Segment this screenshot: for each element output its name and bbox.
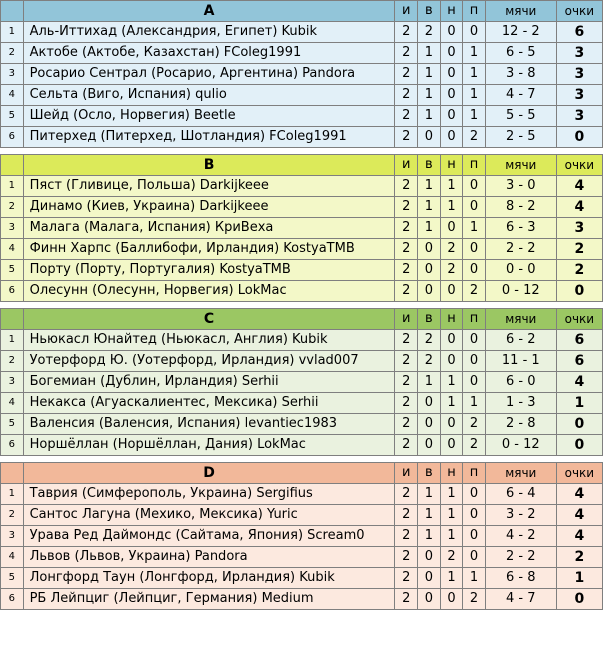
draws-cell: 0: [440, 22, 463, 43]
header-number-cell: [1, 463, 24, 484]
team-cell: Урава Ред Даймондс (Сайтама, Япония) Scream0: [23, 526, 395, 547]
team-cell: Некакса (Агуаскалиентес, Мексика) Serhii: [23, 393, 395, 414]
games-cell: 2: [395, 568, 418, 589]
group-header-row: [1, 463, 603, 484]
goals-cell: 2 - 5: [485, 127, 556, 148]
group-c: [0, 308, 603, 456]
position-cell: 5: [1, 106, 24, 127]
goals-cell: 11 - 1: [485, 351, 556, 372]
goals-cell: 6 - 0: [485, 372, 556, 393]
position-cell: 1: [1, 176, 24, 197]
goals-cell: 3 - 0: [485, 176, 556, 197]
table-row: [1, 239, 603, 260]
position-cell: 3: [1, 64, 24, 85]
group-b: [0, 154, 603, 302]
goals-cell: 0 - 12: [485, 435, 556, 456]
games-cell: 2: [395, 484, 418, 505]
games-cell: 2: [395, 526, 418, 547]
goals-cell: 2 - 2: [485, 239, 556, 260]
team-cell: Порту (Порту, Португалия) KostyaTMB: [23, 260, 395, 281]
group-table: [0, 308, 603, 456]
wins-cell: 1: [418, 218, 441, 239]
header-goals: мячи: [485, 463, 556, 484]
draws-cell: 2: [440, 239, 463, 260]
draws-cell: 0: [440, 330, 463, 351]
points-cell: 3: [556, 218, 602, 239]
position-cell: 6: [1, 589, 24, 610]
wins-cell: 0: [418, 239, 441, 260]
position-cell: 2: [1, 43, 24, 64]
points-cell: 3: [556, 85, 602, 106]
games-cell: 2: [395, 281, 418, 302]
games-cell: 2: [395, 589, 418, 610]
group-table: [0, 462, 603, 610]
draws-cell: 0: [440, 351, 463, 372]
group-header-row: [1, 309, 603, 330]
games-cell: 2: [395, 393, 418, 414]
position-cell: 3: [1, 526, 24, 547]
games-cell: 2: [395, 547, 418, 568]
table-row: [1, 43, 603, 64]
points-cell: 0: [556, 414, 602, 435]
points-cell: 2: [556, 239, 602, 260]
draws-cell: 1: [440, 372, 463, 393]
games-cell: 2: [395, 64, 418, 85]
wins-cell: 0: [418, 393, 441, 414]
wins-cell: 2: [418, 351, 441, 372]
wins-cell: 1: [418, 106, 441, 127]
header-goals: мячи: [485, 1, 556, 22]
games-cell: 2: [395, 197, 418, 218]
table-row: [1, 505, 603, 526]
position-cell: 6: [1, 127, 24, 148]
team-cell: Богемиан (Дублин, Ирландия) Serhii: [23, 372, 395, 393]
wins-cell: 1: [418, 526, 441, 547]
header-points: очки: [556, 1, 602, 22]
games-cell: 2: [395, 351, 418, 372]
table-row: [1, 330, 603, 351]
team-cell: Финн Харпс (Баллибофи, Ирландия) KostyaTMB: [23, 239, 395, 260]
points-cell: 3: [556, 106, 602, 127]
group-header-row: [1, 155, 603, 176]
losses-cell: 2: [463, 414, 486, 435]
table-row: [1, 414, 603, 435]
wins-cell: 0: [418, 260, 441, 281]
losses-cell: 0: [463, 260, 486, 281]
wins-cell: 1: [418, 64, 441, 85]
header-goals: мячи: [485, 309, 556, 330]
losses-cell: 0: [463, 484, 486, 505]
team-cell: Питерхед (Питерхед, Шотландия) FColeg1991: [23, 127, 395, 148]
position-cell: 4: [1, 393, 24, 414]
losses-cell: 0: [463, 176, 486, 197]
goals-cell: 6 - 3: [485, 218, 556, 239]
header-losses: п: [463, 155, 486, 176]
position-cell: 6: [1, 281, 24, 302]
goals-cell: 0 - 0: [485, 260, 556, 281]
goals-cell: 6 - 5: [485, 43, 556, 64]
losses-cell: 0: [463, 351, 486, 372]
table-row: [1, 197, 603, 218]
losses-cell: 2: [463, 589, 486, 610]
table-row: [1, 589, 603, 610]
header-goals: мячи: [485, 155, 556, 176]
points-cell: 0: [556, 435, 602, 456]
position-cell: 1: [1, 22, 24, 43]
group-a: [0, 0, 603, 148]
header-wins: в: [418, 1, 441, 22]
losses-cell: 0: [463, 526, 486, 547]
table-row: [1, 526, 603, 547]
group-title: C: [23, 309, 395, 330]
team-cell: Таврия (Симферополь, Украина) Sergifius: [23, 484, 395, 505]
points-cell: 4: [556, 372, 602, 393]
draws-cell: 0: [440, 43, 463, 64]
header-number-cell: [1, 155, 24, 176]
goals-cell: 12 - 2: [485, 22, 556, 43]
goals-cell: 8 - 2: [485, 197, 556, 218]
header-wins: в: [418, 463, 441, 484]
position-cell: 4: [1, 85, 24, 106]
losses-cell: 0: [463, 372, 486, 393]
points-cell: 2: [556, 547, 602, 568]
games-cell: 2: [395, 22, 418, 43]
points-cell: 0: [556, 281, 602, 302]
team-cell: Норшёллан (Норшёллан, Дания) LokMac: [23, 435, 395, 456]
goals-cell: 4 - 2: [485, 526, 556, 547]
wins-cell: 1: [418, 176, 441, 197]
wins-cell: 1: [418, 85, 441, 106]
position-cell: 5: [1, 260, 24, 281]
wins-cell: 1: [418, 197, 441, 218]
points-cell: 1: [556, 393, 602, 414]
goals-cell: 6 - 8: [485, 568, 556, 589]
games-cell: 2: [395, 239, 418, 260]
table-row: [1, 106, 603, 127]
games-cell: 2: [395, 176, 418, 197]
draws-cell: 0: [440, 64, 463, 85]
games-cell: 2: [395, 414, 418, 435]
wins-cell: 1: [418, 484, 441, 505]
draws-cell: 2: [440, 547, 463, 568]
draws-cell: 1: [440, 197, 463, 218]
goals-cell: 2 - 2: [485, 547, 556, 568]
games-cell: 2: [395, 330, 418, 351]
goals-cell: 4 - 7: [485, 85, 556, 106]
draws-cell: 1: [440, 393, 463, 414]
draws-cell: 0: [440, 414, 463, 435]
losses-cell: 1: [463, 218, 486, 239]
wins-cell: 2: [418, 330, 441, 351]
team-cell: Львов (Львов, Украина) Pandora: [23, 547, 395, 568]
wins-cell: 0: [418, 127, 441, 148]
group-d: [0, 462, 603, 610]
draws-cell: 0: [440, 127, 463, 148]
losses-cell: 0: [463, 239, 486, 260]
draws-cell: 0: [440, 281, 463, 302]
team-cell: Пяст (Гливице, Польша) Darkijkeee: [23, 176, 395, 197]
losses-cell: 0: [463, 330, 486, 351]
header-losses: п: [463, 1, 486, 22]
position-cell: 3: [1, 218, 24, 239]
points-cell: 6: [556, 22, 602, 43]
wins-cell: 0: [418, 547, 441, 568]
table-row: [1, 64, 603, 85]
wins-cell: 0: [418, 435, 441, 456]
wins-cell: 0: [418, 589, 441, 610]
goals-cell: 0 - 12: [485, 281, 556, 302]
losses-cell: 1: [463, 64, 486, 85]
team-cell: РБ Лейпциг (Лейпциг, Германия) Medium: [23, 589, 395, 610]
header-games: и: [395, 1, 418, 22]
position-cell: 2: [1, 505, 24, 526]
team-cell: Шейд (Осло, Норвегия) Beetle: [23, 106, 395, 127]
points-cell: 6: [556, 330, 602, 351]
team-cell: Аль-Иттихад (Александрия, Египет) Kubik: [23, 22, 395, 43]
losses-cell: 1: [463, 393, 486, 414]
points-cell: 4: [556, 176, 602, 197]
group-title: A: [23, 1, 395, 22]
team-cell: Лонгфорд Таун (Лонгфорд, Ирландия) Kubik: [23, 568, 395, 589]
wins-cell: 0: [418, 568, 441, 589]
wins-cell: 1: [418, 372, 441, 393]
points-cell: 4: [556, 526, 602, 547]
header-draws: н: [440, 1, 463, 22]
position-cell: 4: [1, 239, 24, 260]
position-cell: 1: [1, 330, 24, 351]
draws-cell: 0: [440, 435, 463, 456]
position-cell: 2: [1, 351, 24, 372]
header-points: очки: [556, 155, 602, 176]
table-row: [1, 218, 603, 239]
goals-cell: 3 - 8: [485, 64, 556, 85]
losses-cell: 1: [463, 568, 486, 589]
team-cell: Росарио Сентрал (Росарио, Аргентина) Pandora: [23, 64, 395, 85]
group-title: D: [23, 463, 395, 484]
losses-cell: 0: [463, 22, 486, 43]
table-row: [1, 22, 603, 43]
header-points: очки: [556, 463, 602, 484]
table-row: [1, 85, 603, 106]
points-cell: 4: [556, 484, 602, 505]
games-cell: 2: [395, 218, 418, 239]
team-cell: Сельта (Виго, Испания) qulio: [23, 85, 395, 106]
table-row: [1, 547, 603, 568]
position-cell: 5: [1, 568, 24, 589]
position-cell: 3: [1, 372, 24, 393]
header-draws: н: [440, 309, 463, 330]
goals-cell: 6 - 4: [485, 484, 556, 505]
goals-cell: 6 - 2: [485, 330, 556, 351]
games-cell: 2: [395, 43, 418, 64]
losses-cell: 1: [463, 85, 486, 106]
header-games: и: [395, 155, 418, 176]
table-row: [1, 435, 603, 456]
goals-cell: 3 - 2: [485, 505, 556, 526]
games-cell: 2: [395, 435, 418, 456]
table-row: [1, 393, 603, 414]
wins-cell: 1: [418, 43, 441, 64]
losses-cell: 1: [463, 43, 486, 64]
goals-cell: 4 - 7: [485, 589, 556, 610]
draws-cell: 0: [440, 85, 463, 106]
team-cell: Олесунн (Олесунн, Норвегия) LokMac: [23, 281, 395, 302]
points-cell: 4: [556, 197, 602, 218]
draws-cell: 1: [440, 176, 463, 197]
header-number-cell: [1, 1, 24, 22]
points-cell: 2: [556, 260, 602, 281]
draws-cell: 2: [440, 260, 463, 281]
table-row: [1, 127, 603, 148]
position-cell: 5: [1, 414, 24, 435]
header-games: и: [395, 463, 418, 484]
group-title: B: [23, 155, 395, 176]
goals-cell: 2 - 8: [485, 414, 556, 435]
header-losses: п: [463, 309, 486, 330]
team-cell: Ньюкасл Юнайтед (Ньюкасл, Англия) Kubik: [23, 330, 395, 351]
draws-cell: 0: [440, 589, 463, 610]
points-cell: 3: [556, 64, 602, 85]
losses-cell: 1: [463, 106, 486, 127]
losses-cell: 0: [463, 505, 486, 526]
points-cell: 0: [556, 589, 602, 610]
draws-cell: 1: [440, 526, 463, 547]
draws-cell: 1: [440, 484, 463, 505]
table-row: [1, 176, 603, 197]
position-cell: 1: [1, 484, 24, 505]
wins-cell: 0: [418, 414, 441, 435]
team-cell: Малага (Малага, Испания) КриВеха: [23, 218, 395, 239]
losses-cell: 2: [463, 127, 486, 148]
table-row: [1, 260, 603, 281]
position-cell: 2: [1, 197, 24, 218]
points-cell: 6: [556, 351, 602, 372]
wins-cell: 2: [418, 22, 441, 43]
group-table: [0, 0, 603, 148]
header-number-cell: [1, 309, 24, 330]
header-points: очки: [556, 309, 602, 330]
points-cell: 0: [556, 127, 602, 148]
wins-cell: 1: [418, 505, 441, 526]
points-cell: 4: [556, 505, 602, 526]
games-cell: 2: [395, 372, 418, 393]
team-cell: Динамо (Киев, Украина) Darkijkeee: [23, 197, 395, 218]
draws-cell: 1: [440, 505, 463, 526]
group-table: [0, 154, 603, 302]
team-cell: Валенсия (Валенсия, Испания) levantiec1983: [23, 414, 395, 435]
draws-cell: 0: [440, 218, 463, 239]
losses-cell: 0: [463, 197, 486, 218]
position-cell: 4: [1, 547, 24, 568]
team-cell: Актобе (Актобе, Казахстан) FColeg1991: [23, 43, 395, 64]
draws-cell: 0: [440, 106, 463, 127]
table-row: [1, 281, 603, 302]
games-cell: 2: [395, 260, 418, 281]
games-cell: 2: [395, 106, 418, 127]
goals-cell: 5 - 5: [485, 106, 556, 127]
games-cell: 2: [395, 127, 418, 148]
group-header-row: [1, 1, 603, 22]
losses-cell: 2: [463, 281, 486, 302]
table-row: [1, 484, 603, 505]
team-cell: Сантос Лагуна (Мехико, Мексика) Yuric: [23, 505, 395, 526]
losses-cell: 2: [463, 435, 486, 456]
points-cell: 3: [556, 43, 602, 64]
losses-cell: 0: [463, 547, 486, 568]
team-cell: Уотерфорд Ю. (Уотерфорд, Ирландия) vvlad007: [23, 351, 395, 372]
header-draws: н: [440, 155, 463, 176]
goals-cell: 1 - 3: [485, 393, 556, 414]
points-cell: 1: [556, 568, 602, 589]
table-row: [1, 351, 603, 372]
games-cell: 2: [395, 505, 418, 526]
table-row: [1, 372, 603, 393]
table-row: [1, 568, 603, 589]
header-wins: в: [418, 309, 441, 330]
header-wins: в: [418, 155, 441, 176]
draws-cell: 1: [440, 568, 463, 589]
header-losses: п: [463, 463, 486, 484]
games-cell: 2: [395, 85, 418, 106]
wins-cell: 0: [418, 281, 441, 302]
header-games: и: [395, 309, 418, 330]
position-cell: 6: [1, 435, 24, 456]
header-draws: н: [440, 463, 463, 484]
